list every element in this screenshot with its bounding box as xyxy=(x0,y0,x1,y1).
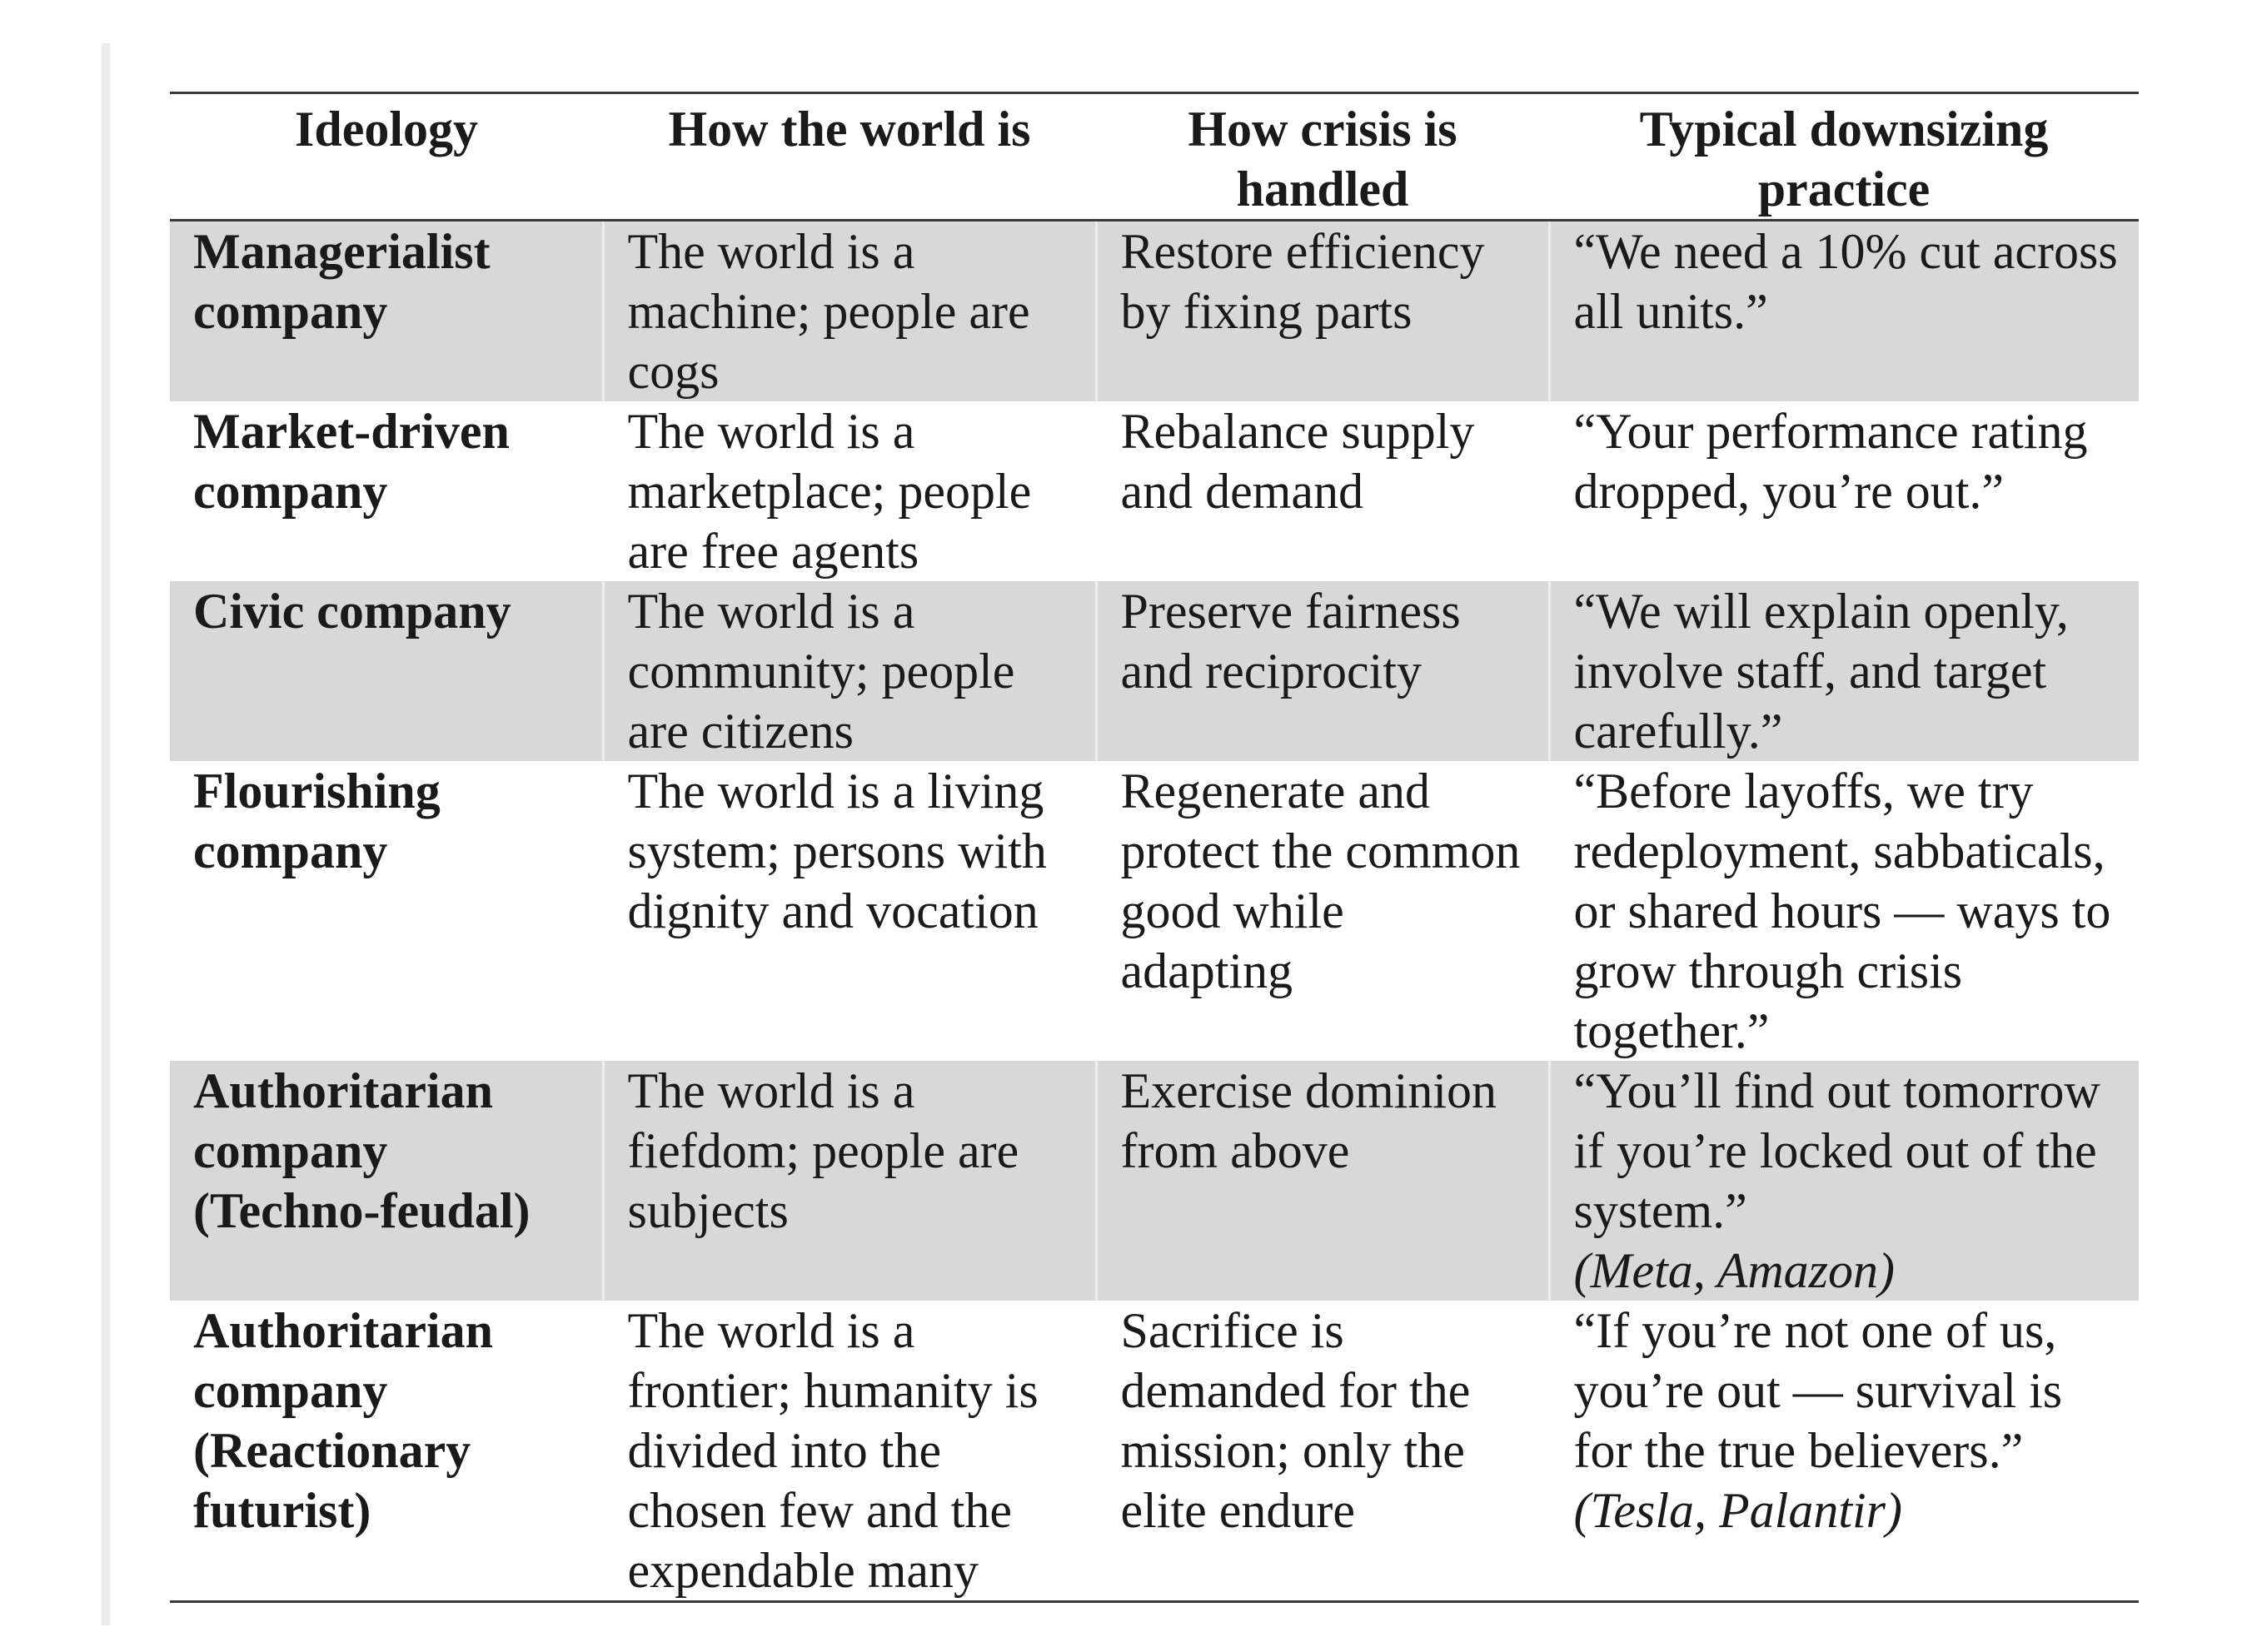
header-row xyxy=(170,93,2139,221)
table-row xyxy=(170,1061,2139,1301)
practice-quote: “You’ll find out tomorrow if you’re locked out of the system.” xyxy=(1573,1063,2100,1238)
practice-quote: “Before layoffs, we try redeployment, sabbaticals, or shared hours — ways to grow through crisis together.” xyxy=(1573,764,2111,1058)
practice-cell xyxy=(1549,221,2139,402)
practice-quote: “Your performance rating dropped, you’re out.” xyxy=(1573,404,2088,519)
world-cell: The world is a fiefdom; people are subjects xyxy=(603,1061,1096,1301)
company-examples: (Tesla, Palantir) xyxy=(1573,1483,1902,1538)
ideology-comparison-table-container xyxy=(170,92,2139,1603)
table-row xyxy=(170,1301,2139,1602)
ideology-cell: Civic company xyxy=(170,581,603,761)
table-header xyxy=(170,93,2139,221)
world-cell: The world is a frontier; humanity is divided into the chosen few and the expendable many xyxy=(603,1301,1096,1602)
practice-cell xyxy=(1549,581,2139,761)
practice-cell xyxy=(1549,401,2139,581)
ideology-cell: Market-driven company xyxy=(193,404,510,519)
world-cell: The world is a marketplace; people are free agents xyxy=(603,401,1096,581)
ideology-comparison-table xyxy=(170,92,2139,1603)
table-body xyxy=(170,221,2139,1602)
world-cell: The world is a machine; people are cogs xyxy=(603,221,1096,402)
crisis-cell: Restore efficiency by fixing parts xyxy=(1096,221,1549,402)
company-examples: (Meta, Amazon) xyxy=(1573,1243,1895,1298)
world-cell: The world is a community; people are citizens xyxy=(603,581,1096,761)
table-row xyxy=(170,581,2139,761)
world-cell: The world is a living system; persons with dignity and vocation xyxy=(603,761,1096,1061)
table-row xyxy=(170,221,2139,402)
header-typical-downsizing-practice: Typical downsizing practice xyxy=(1549,93,2139,221)
header-how-crisis-is-handled: How crisis is handled xyxy=(1096,93,1549,221)
crisis-cell: Preserve fairness and reciprocity xyxy=(1096,581,1549,761)
ideology-cell: Flourishing company xyxy=(193,764,441,878)
crisis-cell: Rebalance supply and demand xyxy=(1096,401,1549,581)
table-row xyxy=(170,401,2139,581)
header-how-the-world-is: How the world is xyxy=(603,93,1096,221)
page-left-margin-rule xyxy=(102,43,110,1625)
header-ideology: Ideology xyxy=(170,93,603,221)
practice-quote: “We need a 10% cut across all units.” xyxy=(1573,224,2118,339)
table-row xyxy=(170,761,2139,1061)
crisis-cell: Sacrifice is demanded for the mission; only the elite endure xyxy=(1096,1301,1549,1602)
crisis-cell: Regenerate and protect the common good while adapting xyxy=(1096,761,1549,1061)
practice-cell xyxy=(1549,1061,2139,1301)
ideology-cell: Authoritarian company (Techno-feudal) xyxy=(170,1061,603,1301)
ideology-cell: Authoritarian company (Reactionary futurist) xyxy=(170,1301,603,1602)
practice-quote: “We will explain openly, involve staff, and target carefully.” xyxy=(1573,584,2069,759)
ideology-cell: Managerialist company xyxy=(170,221,603,402)
practice-quote: “If you’re not one of us, you’re out — survival is for the true believers.” xyxy=(1573,1303,2063,1478)
practice-cell xyxy=(1549,761,2139,1061)
crisis-cell: Exercise dominion from above xyxy=(1096,1061,1549,1301)
practice-cell xyxy=(1549,1301,2139,1602)
